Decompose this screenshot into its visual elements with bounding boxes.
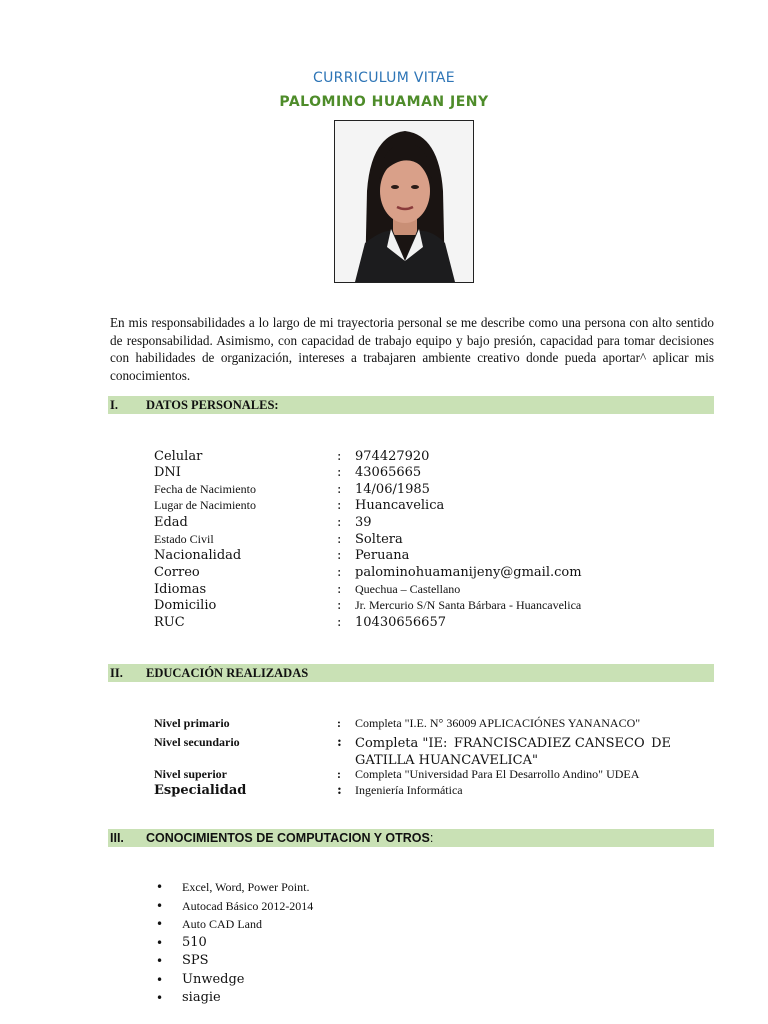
field-label: Edad: [154, 515, 188, 530]
field-value: Ingeniería Informática: [355, 783, 463, 797]
field-value: Jr. Mercurio S/N Santa Bárbara - Huancavelica: [355, 598, 582, 612]
education-row-secundario: [154, 735, 714, 769]
bullet-icon: •: [156, 954, 164, 968]
profile-photo: [334, 120, 474, 283]
list-item: [154, 971, 313, 990]
section-title: DATOS PERSONALES:: [146, 398, 279, 412]
list-item: [154, 989, 313, 1008]
field-label: Celular: [154, 449, 203, 464]
field-value: Peruana: [355, 548, 410, 563]
skills-list: [154, 878, 313, 1008]
list-item: [154, 878, 313, 897]
field-label: Nacionalidad: [154, 548, 242, 563]
personal-row-fecha: [154, 482, 714, 499]
skill-text: siagie: [182, 990, 221, 1005]
section-number: III.: [110, 831, 124, 845]
field-label: Nivel superior: [154, 767, 227, 781]
education-row-especialidad: [154, 783, 714, 800]
field-label: Estado Civil: [154, 532, 214, 546]
skill-text: Autocad Básico 2012-2014: [182, 898, 314, 913]
section-number: II.: [110, 666, 123, 680]
skill-text: 510: [182, 934, 207, 950]
section-title-text: CONOCIMIENTOS DE COMPUTACION Y OTROS: [146, 831, 430, 845]
education-row-primario: [154, 716, 714, 733]
field-label: Domicilio: [154, 598, 217, 613]
bullet-icon: •: [156, 991, 164, 1005]
section-computing-header: [108, 829, 714, 847]
field-colon: :: [337, 565, 342, 580]
personal-row-idiomas: [154, 582, 714, 599]
bullet-icon: •: [156, 880, 164, 894]
field-value: 10430656657: [355, 615, 446, 630]
value-part: DE: [651, 736, 671, 751]
skill-text: SPS: [182, 953, 209, 968]
field-value: Quechua – Castellano: [355, 582, 461, 596]
education-row-superior: [154, 767, 714, 784]
section-title-suffix: :: [429, 831, 434, 845]
field-value: Completa "I.E. N° 36009 APLICACIÓNES YANANACO": [355, 716, 641, 730]
value-line: GATILLA HUANCAVELICA": [355, 753, 538, 768]
field-label: Fecha de Nacimiento: [154, 482, 256, 496]
field-colon: :: [337, 598, 342, 613]
skill-text: Unwedge: [182, 971, 245, 987]
portrait-image: [335, 121, 473, 282]
section-education-header: [108, 664, 714, 682]
field-colon: :: [337, 515, 342, 530]
personal-row-lugar: [154, 498, 714, 515]
field-label: Lugar de Nacimiento: [154, 498, 256, 512]
section-title: [146, 829, 433, 847]
bullet-icon: •: [156, 917, 164, 931]
field-label: RUC: [154, 615, 185, 630]
field-value: 39: [355, 515, 372, 530]
field-value: [355, 735, 671, 769]
field-colon: :: [337, 465, 342, 480]
skill-text: Excel, Word, Power Point.: [182, 880, 310, 894]
field-colon: :: [337, 615, 342, 630]
personal-row-ruc: [154, 615, 714, 632]
list-item: [154, 952, 313, 971]
field-colon: :: [337, 449, 342, 464]
field-label: Especialidad: [154, 783, 247, 798]
field-colon: :: [337, 767, 341, 781]
field-colon: :: [337, 716, 341, 730]
field-colon: :: [337, 735, 342, 750]
personal-row-dni: [154, 465, 714, 482]
field-colon: :: [337, 582, 342, 597]
skill-text: Auto CAD Land: [182, 917, 262, 931]
field-value: Completa "Universidad Para El Desarrollo Andino" UDEA: [355, 767, 640, 781]
section-number: I.: [110, 398, 118, 412]
email-value: palominohuamanijeny@gmail.com: [355, 565, 582, 580]
field-value: 43065665: [355, 465, 422, 480]
field-colon: :: [337, 532, 342, 547]
bullet-icon: •: [156, 935, 164, 950]
list-item: [154, 897, 313, 916]
section-title: EDUCACIÓN REALIZADAS: [146, 666, 309, 680]
personal-row-correo: [154, 565, 714, 582]
list-item: [154, 934, 313, 953]
field-value: Huancavelica: [355, 498, 445, 513]
field-label: DNI: [154, 465, 181, 480]
field-label: Idiomas: [154, 582, 207, 597]
field-value: Soltera: [355, 532, 403, 547]
value-part: FRANCISCADIEZ CANSECO: [453, 736, 645, 751]
list-item: [154, 915, 313, 934]
personal-row-celular: [154, 449, 714, 466]
bullet-icon: •: [156, 972, 164, 987]
personal-row-estado: [154, 532, 714, 549]
person-name: PALOMINO HUAMAN JENY: [279, 94, 489, 110]
field-label: Correo: [154, 565, 200, 580]
value-part: Completa "IE:: [355, 736, 448, 751]
profile-summary: En mis responsabilidades a lo largo de mi trayectoria personal se me describe como una persona con alto sentido de responsabilidad. Asimismo, con capacidad de trabajo equipo y bajo presión, capacidad para tomar decisiones con habilidades de organización, intereses a trabajaren ambiente creativo donde pueda aportar^ aplicar mis conocimientos.: [110, 315, 714, 383]
field-value: 974427920: [355, 449, 430, 464]
cv-title: CURRICULUM VITAE: [313, 70, 455, 86]
field-value: 14/06/1985: [355, 482, 430, 497]
bullet-icon: •: [156, 898, 164, 913]
personal-row-domicilio: [154, 598, 714, 615]
personal-row-nacionalidad: [154, 548, 714, 565]
field-colon: :: [337, 482, 342, 497]
field-colon: :: [337, 498, 342, 513]
section-personal-header: [108, 396, 714, 414]
personal-row-edad: [154, 515, 714, 532]
field-colon: :: [337, 783, 342, 798]
field-label: Nivel secundario: [154, 735, 240, 749]
field-label: Nivel primario: [154, 716, 230, 730]
field-colon: :: [337, 548, 342, 563]
